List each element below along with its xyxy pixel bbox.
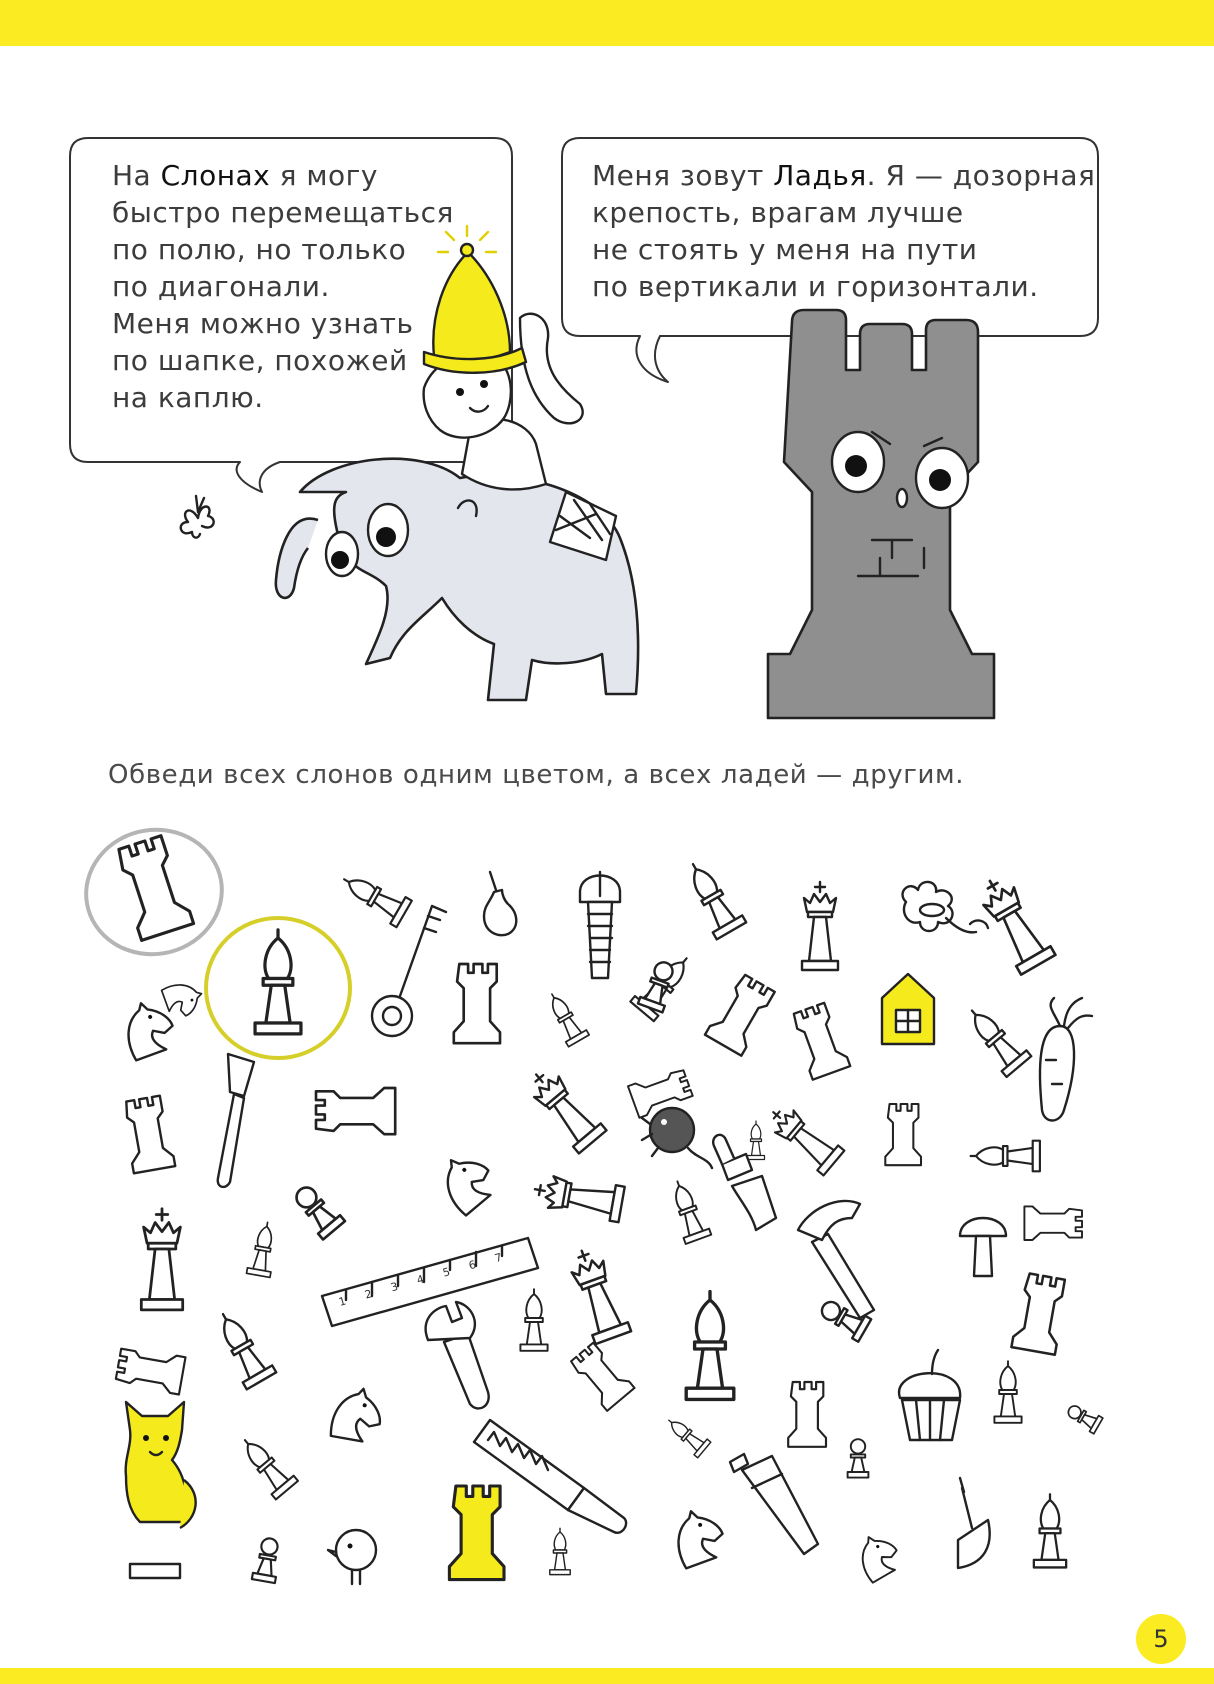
- mouse-icon: [642, 1108, 712, 1168]
- bishop-icon: [971, 1141, 1040, 1172]
- bubble-line: по шапке, похожей: [112, 344, 408, 377]
- rook-icon: [115, 1346, 185, 1394]
- ruler-digit: 4: [415, 1272, 426, 1287]
- rook-icon: [885, 1104, 921, 1165]
- bishop-icon: [960, 1000, 1032, 1077]
- bubble-line: по диагонали.: [112, 270, 330, 303]
- ruler-digit: 6: [467, 1257, 478, 1273]
- bird-icon: [328, 1530, 376, 1584]
- bubble-line: не стоять у меня на пути: [592, 233, 978, 266]
- rook-icon: [1011, 1273, 1068, 1355]
- ruler-icon: [322, 1238, 538, 1326]
- bubble-line: крепость, врагам лучше: [592, 196, 964, 229]
- bishop-icon: [662, 1412, 711, 1457]
- task-instruction: Обведи всех слонов одним цветом, а всех ладей — другим.: [108, 760, 965, 790]
- queen-icon: [802, 882, 838, 970]
- bubble-line: На Слонах я могу: [112, 159, 378, 192]
- bubble-line: на каплю.: [112, 381, 264, 414]
- bishop-icon: [678, 856, 746, 940]
- cat-icon: [126, 1402, 196, 1578]
- mushroom-icon: [960, 1218, 1006, 1276]
- ruler-digit: 5: [441, 1265, 452, 1280]
- bubble-line: по полю, но только: [112, 233, 407, 266]
- knight-icon: [667, 1504, 729, 1569]
- bishop-icon: [234, 1431, 298, 1500]
- bishop-icon: [748, 1121, 765, 1160]
- rook-icon: [568, 1341, 635, 1411]
- ruler-digit: 2: [363, 1287, 374, 1302]
- rook-icon: [121, 1095, 175, 1173]
- cupcake-icon: [899, 1350, 960, 1440]
- queen-icon: [564, 1244, 631, 1344]
- carrot-icon: [1040, 998, 1092, 1121]
- bubble-line: по вертикали и горизонтали.: [592, 270, 1039, 303]
- tube-icon: [730, 1454, 818, 1554]
- ruler-digit: 3: [389, 1279, 400, 1295]
- key-icon: [372, 906, 446, 1036]
- rook-icon: [449, 1486, 504, 1580]
- bishop-icon: [1034, 1494, 1066, 1567]
- bubble-line: Меня можно узнать: [112, 307, 414, 340]
- rook-name: Ладья: [773, 159, 867, 192]
- bishop-icon: [686, 1292, 734, 1400]
- bishop-icon: [542, 988, 590, 1047]
- elephant-icon: [276, 459, 638, 700]
- house-icon: [882, 974, 934, 1044]
- bishop-name: Слонах: [160, 159, 271, 192]
- bishop-icon: [208, 1306, 276, 1390]
- bishop-icon: [247, 1220, 280, 1277]
- bishop-icon: [665, 1177, 712, 1244]
- rook-character-icon: [768, 310, 994, 718]
- rook-icon: [1024, 1206, 1082, 1240]
- pawn-icon: [848, 1439, 869, 1477]
- wrench-icon: [426, 1302, 489, 1408]
- saw-icon: [474, 1420, 626, 1533]
- knight-icon: [432, 1146, 501, 1216]
- bishop-icon: [336, 866, 411, 927]
- bishop-icon: [994, 1361, 1021, 1423]
- ruler-digit: 7: [493, 1250, 504, 1266]
- knight-icon: [851, 1528, 904, 1583]
- pawn-icon: [289, 1181, 345, 1240]
- page-number: 5: [1136, 1614, 1186, 1664]
- rook-icon: [789, 1002, 850, 1080]
- bishop-icon: [520, 1289, 547, 1351]
- flower-icon: [903, 882, 988, 932]
- knight-icon: [161, 977, 206, 1020]
- bishop-bubble-text: [112, 157, 454, 416]
- bubble-line: Меня зовут Ладья. Я — дозорная: [592, 159, 1096, 192]
- rook-icon: [454, 964, 500, 1043]
- hammer-icon: [798, 1201, 874, 1318]
- pear-icon: [484, 872, 516, 935]
- queen-icon: [141, 1209, 182, 1310]
- queen-icon: [763, 1100, 844, 1176]
- ruler-digit: 1: [337, 1294, 348, 1309]
- rook-icon: [788, 1382, 826, 1447]
- bishop-icon: [550, 1528, 570, 1574]
- trowel-icon: [958, 1478, 990, 1568]
- knight-icon: [330, 1384, 385, 1443]
- spatula-icon: [218, 1054, 254, 1187]
- brush-icon: [713, 1135, 776, 1230]
- screw-icon: [580, 872, 620, 978]
- example-rook-icon: [76, 819, 231, 965]
- pawn-icon: [1065, 1401, 1103, 1434]
- rook-icon: [316, 1088, 395, 1134]
- example-bishop-icon: [206, 918, 350, 1058]
- butterfly-icon: [181, 496, 214, 538]
- bubble-line: быстро перемещаться: [112, 196, 454, 229]
- queen-icon: [522, 1063, 606, 1154]
- pawn-icon: [252, 1536, 283, 1583]
- queen-icon: [532, 1172, 625, 1223]
- rook-bubble-text: [592, 157, 1095, 305]
- rook-icon: [705, 972, 777, 1055]
